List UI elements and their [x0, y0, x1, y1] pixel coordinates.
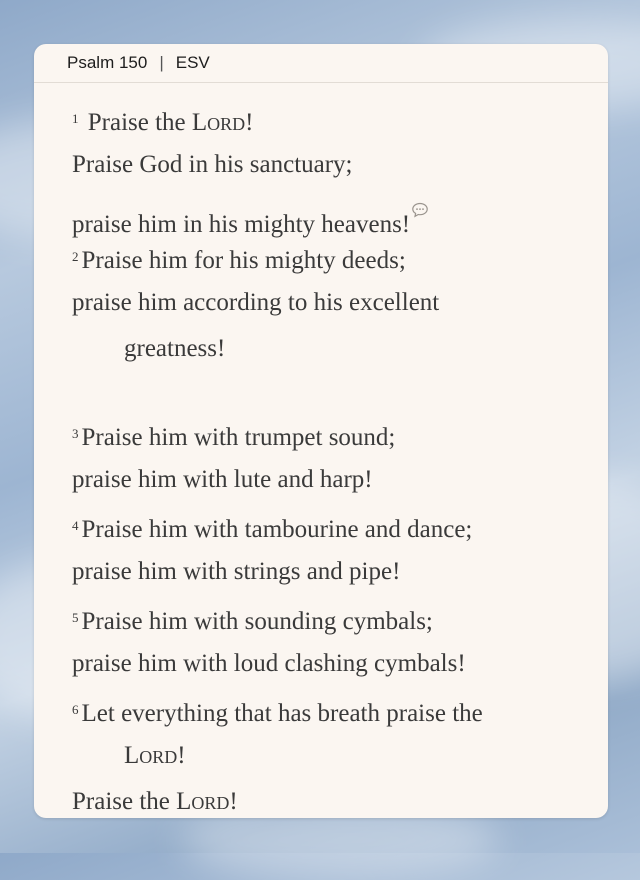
verse-number: 6	[72, 702, 79, 717]
verse-number: 3	[72, 426, 79, 441]
verse-text: Let everything that has breath praise the	[81, 700, 483, 727]
verse-text: !	[177, 742, 186, 769]
verse-6-line-1[interactable]	[72, 687, 588, 733]
passage-text	[72, 96, 588, 818]
verse-2-line-1[interactable]	[72, 234, 588, 280]
chapter-reference[interactable]: Psalm 150	[67, 53, 148, 72]
verse-text: !	[229, 788, 238, 815]
verse-6-line-3[interactable]	[72, 779, 588, 818]
verse-2-line-3[interactable]: greatness!	[124, 335, 226, 362]
verse-text: Praise him with sounding cymbals;	[81, 608, 433, 635]
verse-number: 1	[72, 111, 79, 126]
reference-header	[34, 44, 608, 83]
version-label[interactable]: ESV	[175, 53, 210, 72]
verse-number: 4	[72, 518, 79, 533]
verse-text: !	[245, 109, 254, 136]
verse-5-line-1[interactable]	[72, 595, 588, 641]
verse-text: Praise him with tambourine and dance;	[81, 516, 473, 543]
verse-text: Praise him for his mighty deeds;	[81, 247, 406, 274]
verse-text: Praise the	[72, 788, 177, 815]
verse-5-line-2[interactable]: praise him with loud clashing cymbals!	[72, 650, 466, 677]
verse-2-line-2[interactable]: praise him according to his excellent	[72, 289, 440, 316]
verse-4-line-1[interactable]	[72, 503, 588, 549]
verse-1-line-2[interactable]: Praise God in his sanctuary;	[72, 151, 353, 178]
verse-3-line-1[interactable]	[72, 411, 588, 457]
verse-number: 5	[72, 610, 79, 625]
verse-3-line-2[interactable]: praise him with lute and harp!	[72, 466, 373, 493]
divine-name: Lord	[191, 109, 246, 136]
verse-number: 2	[72, 249, 79, 264]
verse-1-line-1[interactable]	[72, 96, 588, 142]
stanza-break	[72, 372, 588, 411]
verse-text: Praise him with trumpet sound;	[81, 424, 396, 451]
divine-name: Lord	[124, 742, 178, 769]
verse-1-line-3[interactable]	[72, 188, 588, 238]
note-bubble-icon[interactable]	[411, 188, 429, 234]
verse-text: praise him in his mighty heavens!	[72, 211, 411, 238]
scripture-card	[34, 44, 608, 818]
verse-text: Praise the	[87, 109, 192, 136]
verse-6-line-2[interactable]	[72, 733, 588, 779]
divine-name: Lord	[176, 788, 230, 815]
verse-4-line-2[interactable]: praise him with strings and pipe!	[72, 558, 401, 585]
reference-separator: |	[159, 53, 164, 72]
